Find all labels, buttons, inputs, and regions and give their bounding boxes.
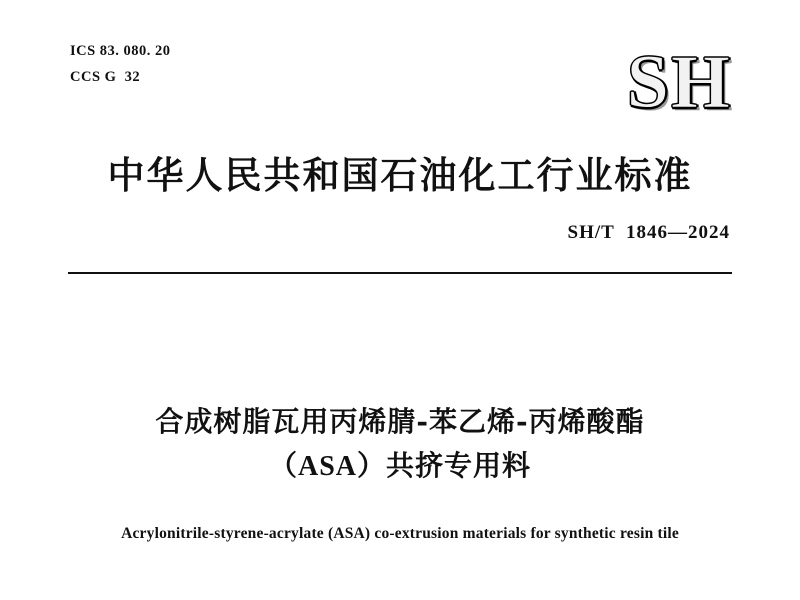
standard-organization-title: 中华人民共和国石油化工行业标准 xyxy=(107,153,693,197)
classification-meta xyxy=(70,38,171,90)
document-title-cn-line1: 合成树脂瓦用丙烯腈-苯乙烯-丙烯酸酯 xyxy=(155,405,645,438)
sh-logo: SH xyxy=(626,40,732,124)
asa-abbreviation: ASA xyxy=(297,451,357,482)
ics-code: ICS 83. 080. 20 xyxy=(70,43,171,59)
paren-open: （ xyxy=(268,449,298,482)
document-title-cn-line2 xyxy=(60,444,740,489)
ccs-code: CCS G 32 xyxy=(70,69,141,85)
document-title-en: Acrylonitrile-styrene-acrylate (ASA) co-extrusion materials for synthetic resin tile xyxy=(121,525,679,542)
document-title-cn xyxy=(60,400,740,489)
standard-number: SH/T 1846—2024 xyxy=(567,222,730,243)
horizontal-divider xyxy=(68,272,732,274)
paren-close-and-rest: ）共挤专用料 xyxy=(357,449,532,482)
